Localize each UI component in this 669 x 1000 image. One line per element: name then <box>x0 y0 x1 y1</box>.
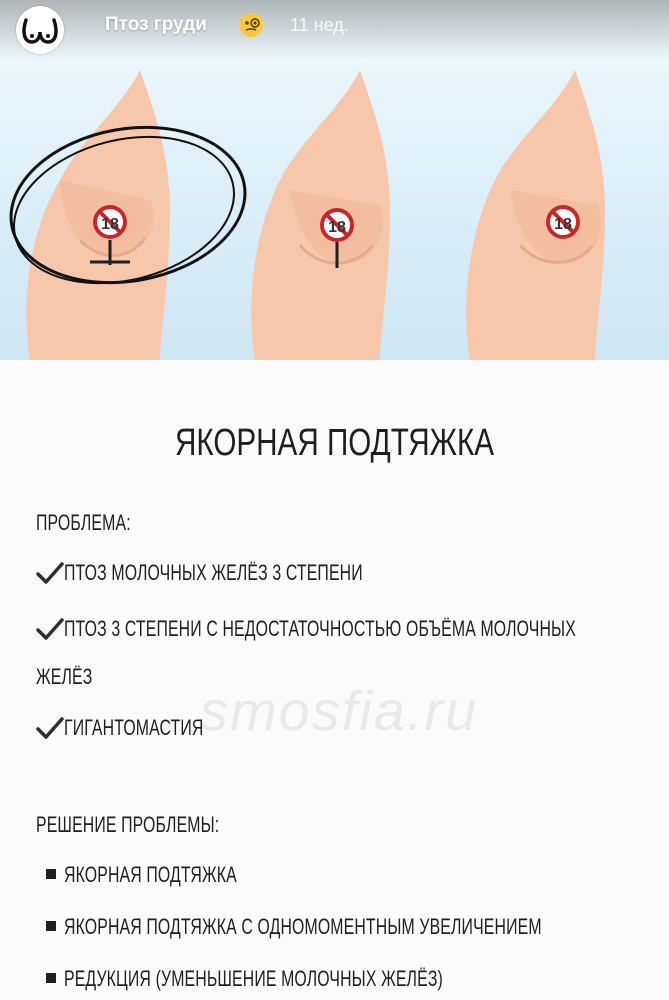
list-item: ГИГАНТОМАСТИЯ <box>64 715 204 740</box>
page-title: ЯКОРНАЯ ПОДТЯЖКА <box>174 422 495 464</box>
monocle-face-emoji-icon <box>238 12 264 38</box>
list-item: ЯКОРНАЯ ПОДТЯЖКА <box>64 862 237 887</box>
bullet-square-icon <box>46 973 56 983</box>
age-18-restriction-icon <box>93 205 127 239</box>
checkmark-icon <box>36 716 64 740</box>
story-title[interactable]: Птоз груди <box>105 14 207 35</box>
age-18-restriction-icon <box>320 208 354 242</box>
checkmark-icon <box>36 617 64 641</box>
figure-3 <box>466 70 605 360</box>
problem-label: ПРОБЛЕМА: <box>36 510 131 535</box>
breast-logo-icon <box>16 6 64 54</box>
watermark: smosfia.ru <box>200 679 479 742</box>
svg-text:18: 18 <box>554 216 572 233</box>
age-18-restriction-icon <box>546 205 580 239</box>
svg-text:18: 18 <box>101 216 119 233</box>
svg-text:18: 18 <box>328 219 346 236</box>
avatar[interactable] <box>16 6 64 54</box>
figure-1 <box>0 70 257 360</box>
list-item: ПТОЗ МОЛОЧНЫХ ЖЕЛЁЗ 3 СТЕПЕНИ <box>64 560 363 585</box>
story-header <box>0 0 669 60</box>
figure-2 <box>251 70 390 360</box>
list-item: ЯКОРНАЯ ПОДТЯЖКА С ОДНОМОМЕНТНЫМ УВЕЛИЧЕНИЕМ <box>64 914 542 939</box>
story-timestamp: 11 нед. <box>290 15 349 35</box>
checkmark-icon <box>36 561 64 585</box>
list-item: ПТОЗ 3 СТЕПЕНИ С НЕДОСТАТОЧНОСТЬЮ ОБЪЁМА МОЛОЧНЫХ <box>64 616 576 641</box>
solution-label: РЕШЕНИЕ ПРОБЛЕМЫ: <box>36 812 220 837</box>
bullet-square-icon <box>46 921 56 931</box>
story-content <box>0 360 669 1000</box>
list-item-continuation: ЖЕЛЁЗ <box>36 664 93 689</box>
bullet-square-icon <box>46 869 56 879</box>
list-item: РЕДУКЦИЯ (УМЕНЬШЕНИЕ МОЛОЧНЫХ ЖЕЛЁЗ) <box>64 966 443 991</box>
